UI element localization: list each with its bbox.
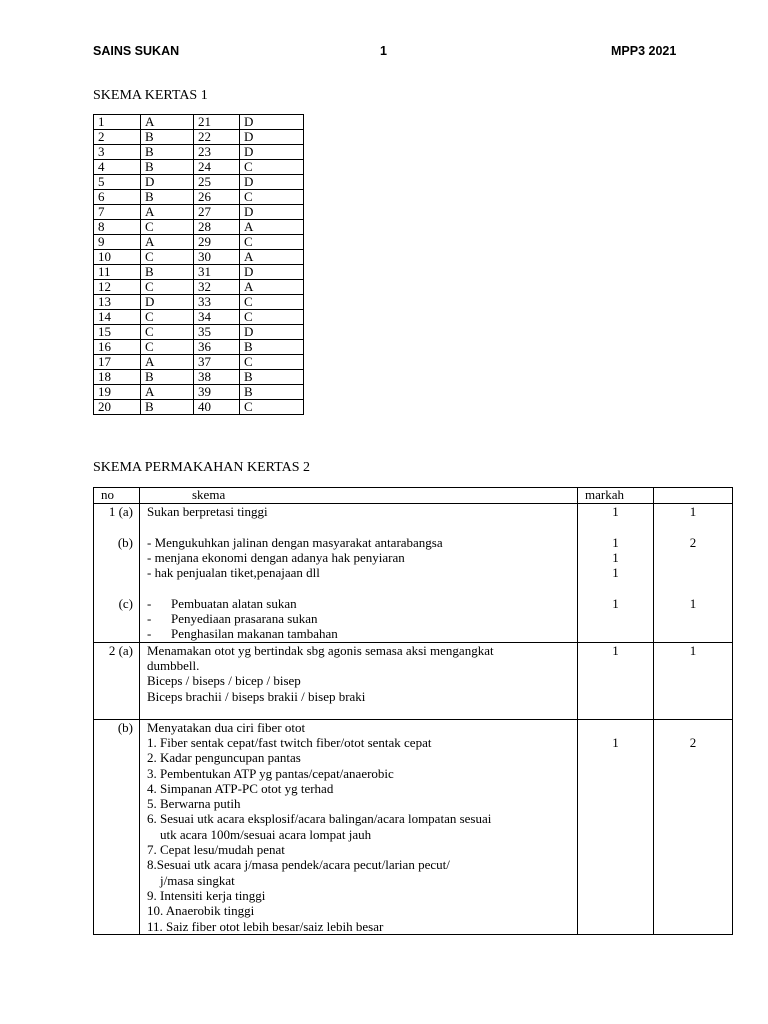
answer-cell: B bbox=[141, 130, 194, 145]
question-number-cell: 22 bbox=[194, 130, 240, 145]
q1b-line: - hak penjualan tiket,penajaan dll bbox=[147, 565, 320, 581]
answer-cell: A bbox=[141, 115, 194, 130]
answer-cell: A bbox=[141, 355, 194, 370]
q2b-total-col bbox=[654, 719, 733, 934]
q2b-skema bbox=[140, 719, 578, 934]
header-page-number: 1 bbox=[380, 44, 387, 58]
answer-cell: C bbox=[141, 280, 194, 295]
q1a-answer: Sukan berpretasi tinggi bbox=[147, 504, 268, 519]
question-number-cell: 32 bbox=[194, 280, 240, 295]
question-number-cell: 3 bbox=[94, 145, 141, 160]
answer-cell: C bbox=[240, 190, 304, 205]
answer-cell: C bbox=[141, 250, 194, 265]
q1b-markah: 1 bbox=[612, 534, 619, 550]
table-row bbox=[94, 235, 304, 250]
q1b-markah: 1 bbox=[612, 549, 619, 565]
question-number-cell: 1 bbox=[94, 115, 141, 130]
table-row bbox=[94, 370, 304, 385]
answer-cell: A bbox=[240, 220, 304, 235]
question-number-cell: 12 bbox=[94, 280, 141, 295]
answer-cell: A bbox=[240, 250, 304, 265]
q1b-markah: 1 bbox=[612, 565, 619, 581]
q2b-line: 8.Sesuai utk acara j/masa pendek/acara pecut/larian pecut/ bbox=[147, 857, 450, 873]
answer-cell: D bbox=[240, 130, 304, 145]
question-number-cell: 7 bbox=[94, 205, 141, 220]
q2b-line: 2. Kadar penguncupan pantas bbox=[147, 750, 301, 766]
kertas2-title: SKEMA PERMAKAHAN KERTAS 2 bbox=[93, 460, 311, 475]
question-number-cell: 5 bbox=[94, 175, 141, 190]
question-number-cell: 36 bbox=[194, 340, 240, 355]
answer-cell: B bbox=[240, 340, 304, 355]
answer-cell: B bbox=[240, 385, 304, 400]
answer-cell: C bbox=[141, 310, 194, 325]
q2b-line: 3. Pembentukan ATP yg pantas/cepat/anaerobic bbox=[147, 765, 394, 781]
table-row bbox=[94, 160, 304, 175]
header-markah: markah bbox=[578, 488, 654, 504]
q2a-line: Biceps / biseps / bicep / bisep bbox=[147, 673, 301, 689]
answer-cell: B bbox=[141, 370, 194, 385]
table-header-row bbox=[94, 488, 733, 504]
question-number-cell: 31 bbox=[194, 265, 240, 280]
answer-cell: D bbox=[240, 175, 304, 190]
q2b-line: utk acara 100m/sesuai acara lompat jauh bbox=[160, 826, 372, 842]
q2b-number: (b) bbox=[94, 719, 140, 934]
question-number-cell: 13 bbox=[94, 295, 141, 310]
table-row bbox=[94, 175, 304, 190]
q2a-total: 1 bbox=[654, 642, 733, 719]
table-row bbox=[94, 295, 304, 310]
kertas1-title: SKEMA KERTAS 1 bbox=[93, 88, 208, 103]
table-row bbox=[94, 250, 304, 265]
question-number-cell: 30 bbox=[194, 250, 240, 265]
q2b-line: 9. Intensiti kerja tinggi bbox=[147, 887, 266, 903]
q1c-markah: 1 bbox=[612, 595, 619, 611]
table-row bbox=[94, 220, 304, 235]
answer-cell: B bbox=[141, 265, 194, 280]
q2b-line: 1. Fiber sentak cepat/fast twitch fiber/otot sentak cepat bbox=[147, 734, 432, 750]
header-skema: skema bbox=[140, 488, 578, 504]
question-number-cell: 27 bbox=[194, 205, 240, 220]
answer-cell: B bbox=[141, 400, 194, 415]
question-number-cell: 19 bbox=[94, 385, 141, 400]
table-row bbox=[94, 355, 304, 370]
q1b-number: (b) bbox=[117, 534, 133, 550]
answer-cell: D bbox=[141, 175, 194, 190]
question-number-cell: 14 bbox=[94, 310, 141, 325]
q2b-line: 10. Anaerobik tinggi bbox=[147, 903, 255, 919]
question-number-cell: 4 bbox=[94, 160, 141, 175]
question-number-cell: 11 bbox=[94, 265, 141, 280]
question-number-cell: 2 bbox=[94, 130, 141, 145]
kertas1-answer-table bbox=[93, 114, 304, 415]
question-number-cell: 6 bbox=[94, 190, 141, 205]
question-2b-row bbox=[94, 719, 733, 934]
answer-cell: D bbox=[240, 205, 304, 220]
table-row bbox=[94, 190, 304, 205]
question-2a-row bbox=[94, 642, 733, 719]
answer-cell: C bbox=[240, 160, 304, 175]
question-number-cell: 33 bbox=[194, 295, 240, 310]
question-number-cell: 28 bbox=[194, 220, 240, 235]
kertas2-marking-table bbox=[93, 487, 733, 935]
q2a-markah: 1 bbox=[578, 642, 654, 719]
answer-cell: C bbox=[240, 310, 304, 325]
q2b-line: Menyatakan dua ciri fiber otot bbox=[147, 719, 306, 735]
question-number-cell: 37 bbox=[194, 355, 240, 370]
answer-cell: C bbox=[141, 325, 194, 340]
answer-cell: A bbox=[240, 280, 304, 295]
q1a-number: 1 (a) bbox=[108, 504, 133, 519]
question-number-cell: 35 bbox=[194, 325, 240, 340]
table-row bbox=[94, 115, 304, 130]
table-row bbox=[94, 265, 304, 280]
question-number-cell: 10 bbox=[94, 250, 141, 265]
table-row bbox=[94, 205, 304, 220]
question-1-row bbox=[94, 504, 733, 643]
question-number-col bbox=[94, 504, 140, 643]
question-number-cell: 8 bbox=[94, 220, 141, 235]
answer-cell: B bbox=[141, 190, 194, 205]
question-number-cell: 25 bbox=[194, 175, 240, 190]
question-number-cell: 29 bbox=[194, 235, 240, 250]
question-number-cell: 21 bbox=[194, 115, 240, 130]
question-number-cell: 18 bbox=[94, 370, 141, 385]
q2a-line: Menamakan otot yg bertindak sbg agonis semasa aksi mengangkat bbox=[147, 642, 494, 658]
question-number-cell: 9 bbox=[94, 235, 141, 250]
table-row bbox=[94, 130, 304, 145]
q1c-number: (c) bbox=[118, 595, 133, 611]
table-row bbox=[94, 400, 304, 415]
q2a-skema bbox=[140, 642, 578, 719]
q2b-line: 5. Berwarna putih bbox=[147, 796, 241, 812]
answer-cell: C bbox=[240, 295, 304, 310]
question-number-cell: 24 bbox=[194, 160, 240, 175]
q1a-markah: 1 bbox=[612, 504, 619, 519]
answer-cell: A bbox=[141, 385, 194, 400]
q1c-item: - Pembuatan alatan sukan bbox=[147, 595, 297, 611]
answer-cell: C bbox=[240, 355, 304, 370]
header-total bbox=[654, 488, 733, 504]
q2a-line: dumbbell. bbox=[147, 657, 200, 673]
answer-cell: A bbox=[141, 235, 194, 250]
question-number-cell: 26 bbox=[194, 190, 240, 205]
q1b-line: - Mengukuhkan jalinan dengan masyarakat antarabangsa bbox=[147, 534, 443, 550]
q2b-line: 7. Cepat lesu/mudah penat bbox=[147, 842, 285, 858]
q2a-number: 2 (a) bbox=[94, 642, 140, 719]
q1b-total: 2 bbox=[689, 534, 697, 550]
answer-cell: B bbox=[240, 370, 304, 385]
answer-cell: D bbox=[240, 265, 304, 280]
question-number-cell: 40 bbox=[194, 400, 240, 415]
q1a-total: 1 bbox=[689, 504, 697, 519]
answer-cell: D bbox=[240, 115, 304, 130]
total-col bbox=[654, 504, 733, 643]
answer-cell: C bbox=[240, 235, 304, 250]
question-number-cell: 34 bbox=[194, 310, 240, 325]
answer-cell: D bbox=[141, 295, 194, 310]
q2b-line: j/masa singkat bbox=[160, 872, 235, 888]
header-no: no bbox=[94, 488, 140, 504]
answer-cell: D bbox=[240, 325, 304, 340]
q1c-item: - Penyediaan prasarana sukan bbox=[147, 611, 318, 627]
question-number-cell: 39 bbox=[194, 385, 240, 400]
answer-cell: B bbox=[141, 145, 194, 160]
question-number-cell: 15 bbox=[94, 325, 141, 340]
table-row bbox=[94, 145, 304, 160]
table-row bbox=[94, 310, 304, 325]
markah-col bbox=[578, 504, 654, 643]
q2a-line: Biceps brachii / biseps brakii / bisep braki bbox=[147, 688, 366, 704]
question-number-cell: 16 bbox=[94, 340, 141, 355]
answer-cell: B bbox=[141, 160, 194, 175]
table-row bbox=[94, 325, 304, 340]
answer-cell: C bbox=[141, 340, 194, 355]
table-row bbox=[94, 340, 304, 355]
question-number-cell: 17 bbox=[94, 355, 141, 370]
question-number-cell: 20 bbox=[94, 400, 141, 415]
answer-cell: C bbox=[141, 220, 194, 235]
q2b-line: 11. Saiz fiber otot lebih besar/saiz lebih besar bbox=[147, 918, 384, 934]
table-row bbox=[94, 280, 304, 295]
q1b-line: - menjana ekonomi dengan adanya hak penyiaran bbox=[147, 549, 405, 565]
answer-cell: C bbox=[240, 400, 304, 415]
table-row bbox=[94, 385, 304, 400]
skema-col bbox=[140, 504, 578, 643]
question-number-cell: 38 bbox=[194, 370, 240, 385]
q1c-total: 1 bbox=[689, 595, 697, 611]
answer-cell: D bbox=[240, 145, 304, 160]
q2b-line: 4. Simpanan ATP-PC otot yg terhad bbox=[147, 780, 334, 796]
header-subject: SAINS SUKAN bbox=[93, 44, 180, 58]
answer-cell: A bbox=[141, 205, 194, 220]
q2b-markah: 1 bbox=[612, 734, 619, 750]
question-number-cell: 23 bbox=[194, 145, 240, 160]
q2b-markah-col bbox=[578, 719, 654, 934]
q2b-total: 2 bbox=[689, 734, 697, 750]
header-exam-code: MPP3 2021 bbox=[611, 44, 677, 58]
q1c-item: - Penghasilan makanan tambahan bbox=[147, 626, 338, 642]
q2b-line: 6. Sesuai utk acara eksplosif/acara balingan/acara lompatan sesuai bbox=[147, 811, 492, 827]
